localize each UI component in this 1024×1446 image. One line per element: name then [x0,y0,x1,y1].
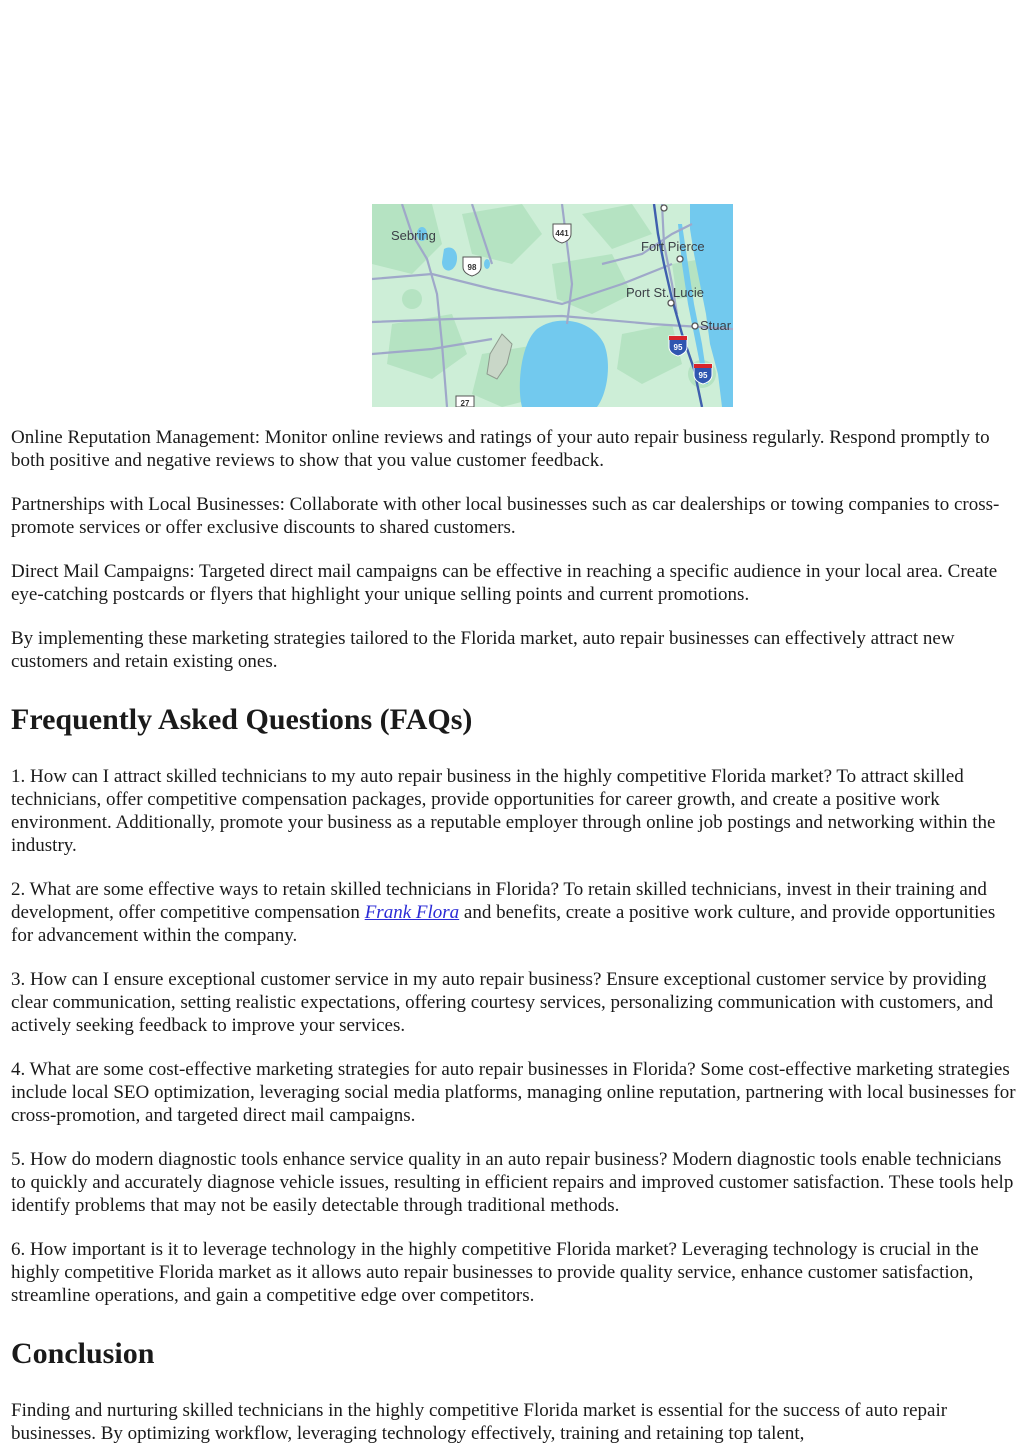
faq-item-2-text-start: 2. What are some effective ways to retain skilled technicians in Florida? To retain skilled technicians, invest in their training and development, offer competitive compensation [11,879,987,923]
us-98-shield-icon [463,257,481,276]
us-441-shield-icon [553,224,571,243]
us-98-shield-label: 98 [467,263,477,272]
conclusion-paragraph: Finding and nurturing skilled technicians in the highly competitive Florida market is essential for the success of auto repair businesses. By optimizing workflow, leveraging technology effectively, training and retaining top talent, [11,1400,948,1444]
faq-item-1: 1. How can I attract skilled technicians to my auto repair business in the highly competitive Florida market? To attract skilled technicians, offer competitive compensation packages, provide opportunities for career growth, and create a positive work environment. Additionally, promote your business as a reputable employer through online job postings and networking within the industry. [11,766,996,856]
interstate-95-shield-icon [694,364,712,384]
map-image [372,204,733,407]
conclusion-heading: Conclusion [11,1337,155,1370]
interstate-95-shield-icon [669,336,687,356]
map-label-fort-pierce: Fort Pierce [641,239,705,254]
map-label-stuart: Stuar [700,318,732,333]
interstate-95-shield-label: 95 [698,371,708,380]
faq-item-2 [11,878,1016,947]
paragraph-partnerships: Partnerships with Local Businesses: Collaborate with other local businesses such as car dealerships or towing companies to cross-promote services or offer exclusive discounts to shared customers. [11,494,1000,538]
faq-item-3: 3. How can I ensure exceptional customer service in my auto repair business? Ensure exceptional customer service by providing clear communication, setting realistic expectations, offering courtesy services, personalizing communication with customers, and actively seeking feedback to improve your services. [11,969,994,1036]
article-body [11,426,1016,1446]
us-441-shield-label: 441 [555,229,569,238]
faq-heading: Frequently Asked Questions (FAQs) [11,703,473,736]
map-label-sebring: Sebring [391,228,436,243]
paragraph-direct-mail: Direct Mail Campaigns: Targeted direct mail campaigns can be effective in reaching a specific audience in your local area. Create eye-catching postcards or flyers that highlight your unique selling points and current promotions. [11,561,998,605]
paragraph-reputation: Online Reputation Management: Monitor online reviews and ratings of your auto repair business regularly. Respond promptly to both positive and negative reviews to show that you value customer feedback. [11,427,990,471]
frank-flora-link[interactable]: Frank Flora [364,902,460,923]
faq-item-5: 5. How do modern diagnostic tools enhance service quality in an auto repair business? Modern diagnostic tools enable technicians to quickly and accurately diagnose vehicle issues, resulting in efficient repairs and improved customer satisfaction. These tools help identify problems that may not be easily detectable through traditional methods. [11,1149,1014,1216]
faq-item-4: 4. What are some cost-effective marketing strategies for auto repair businesses in Florida? Some cost-effective marketing strategies include local SEO optimization, leveraging social media platforms, managing online reputation, partnering with local businesses for cross-promotion, and targeted direct mail campaigns. [11,1059,1016,1126]
faq-item-2-text-end: and benefits, create a positive work culture, and provide opportunities for advancement within the company. [11,902,996,946]
interstate-95-shield-label: 95 [673,343,683,352]
us-27-shield-icon [456,396,474,407]
us-27-shield-label: 27 [460,399,470,407]
map-label-port-st-lucie: Port St. Lucie [626,285,705,300]
paragraph-implementing: By implementing these marketing strategies tailored to the Florida market, auto repair businesses can effectively attract new customers and retain existing ones. [11,628,955,672]
faq-item-6: 6. How important is it to leverage technology in the highly competitive Florida market? Leveraging technology is crucial in the highly competitive Florida market as it allows auto repair businesses to provide quality service, enhance customer satisfaction, streamline operations, and gain a competitive edge over competitors. [11,1239,979,1306]
